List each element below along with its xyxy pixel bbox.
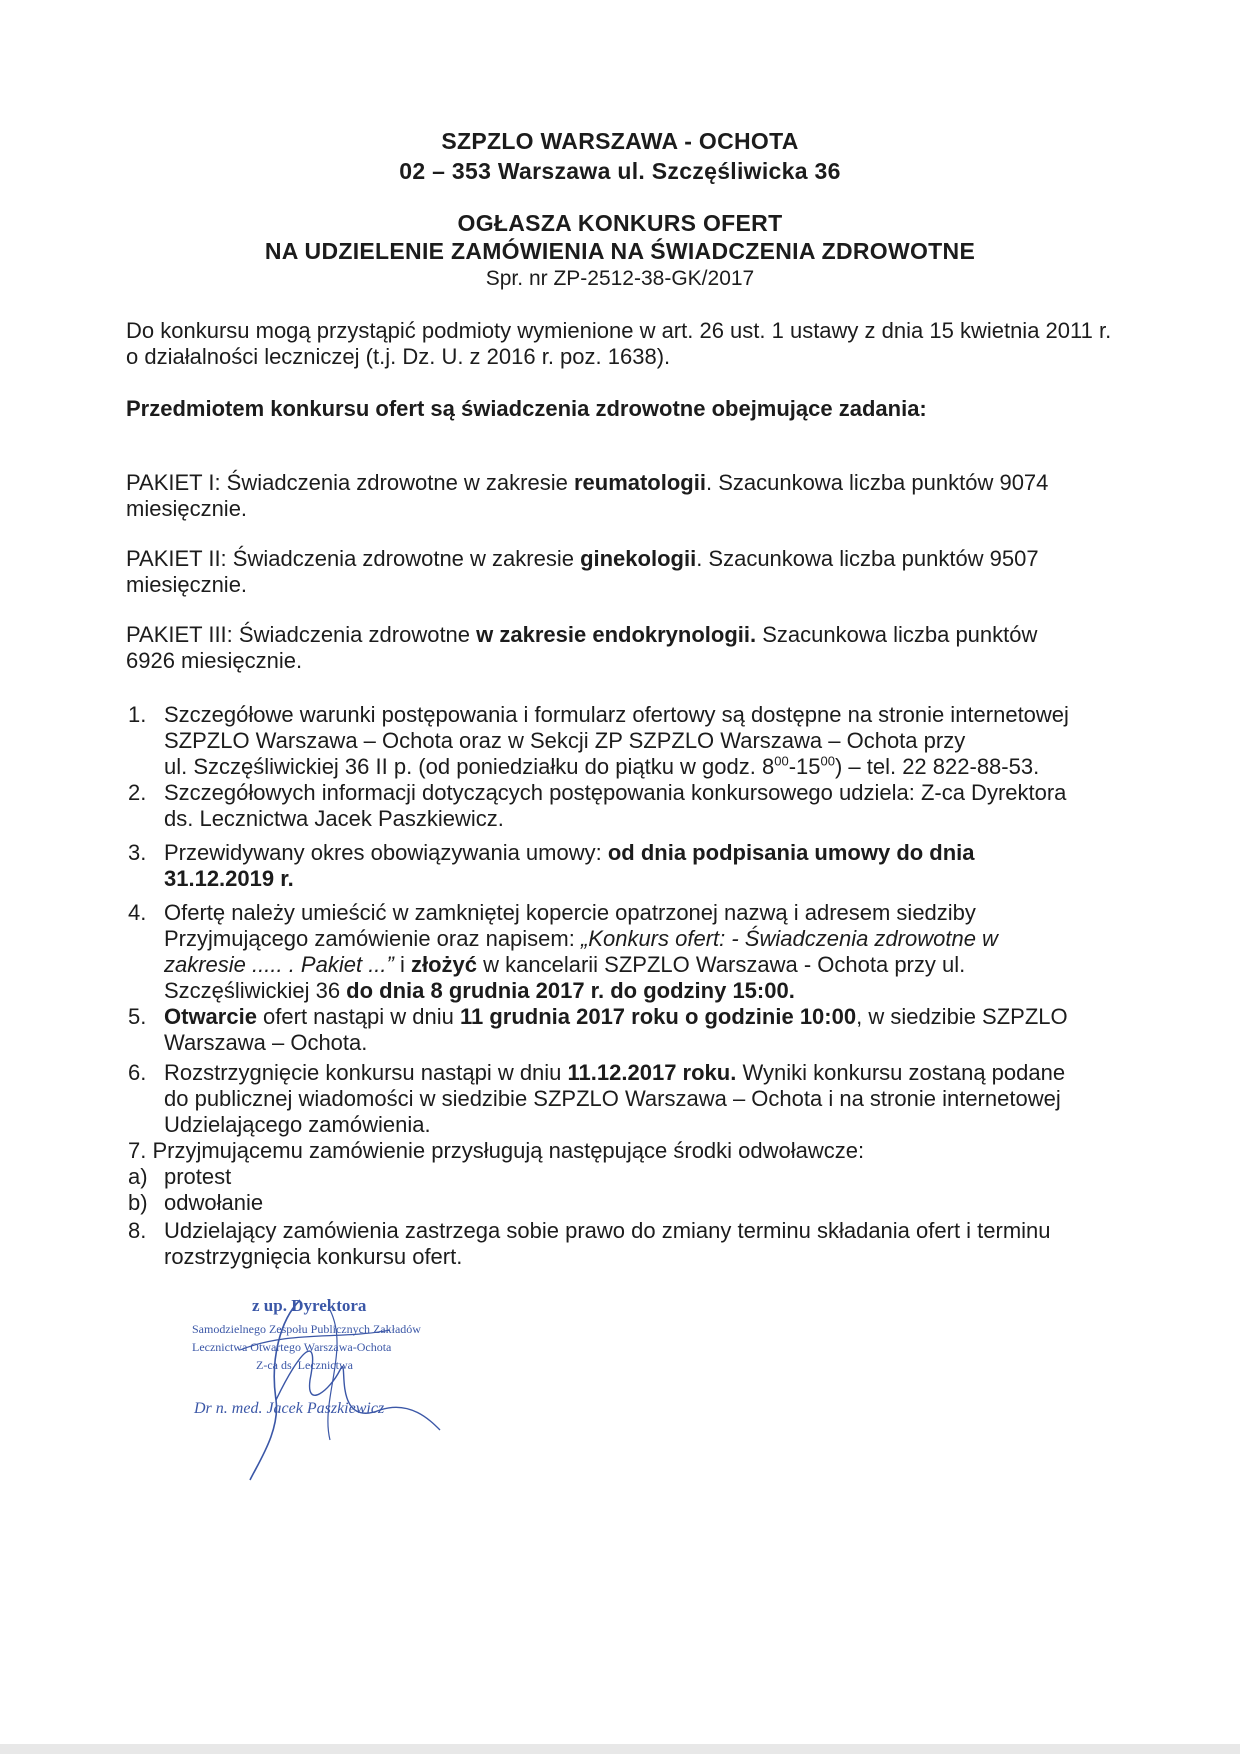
item-6-line-1 xyxy=(164,1060,1065,1086)
bold-text: 11 grudnia 2017 roku o godzinie 10:00 xyxy=(459,1004,857,1029)
text: ul. Szczęśliwickiej 36 II p. (od poniedziałku do piątku w godz. 8 xyxy=(164,754,775,779)
item-6-line-2: do publicznej wiadomości w siedzibie SZPZLO Warszawa – Ochota i na stronie internetowej xyxy=(164,1086,1061,1111)
item-8-number: 8. xyxy=(128,1218,147,1243)
package-points: . Szacunkowa liczba punktów 9507 xyxy=(696,546,1039,571)
package-1 xyxy=(126,470,1048,496)
text: Rozstrzygnięcie konkursu nastąpi w dniu xyxy=(164,1060,568,1085)
item-6-line-3: Udzielającego zamówienia. xyxy=(164,1112,431,1137)
item-6-number: 6. xyxy=(128,1060,147,1085)
stamp-line-3: Lecznictwa Otwartego Warszawa-Ochota xyxy=(192,1340,392,1354)
bold-text: Otwarcie xyxy=(164,1004,257,1029)
italic-text: „Konkurs ofert: - Świadczenia zdrowotne w xyxy=(580,926,998,951)
package-1-line-2: miesięcznie. xyxy=(126,496,248,521)
item-5-number: 5. xyxy=(128,1004,147,1029)
announcement-subtitle: NA UDZIELENIE ZAMÓWIENIA NA ŚWIADCZENIA ZDROWOTNE xyxy=(264,238,976,264)
item-5-line-2: Warszawa – Ochota. xyxy=(164,1030,368,1055)
package-2-line-2: miesięcznie. xyxy=(126,572,248,597)
item-4-number: 4. xyxy=(128,900,147,925)
superscript: 00 xyxy=(774,753,789,769)
item-4-line-2 xyxy=(164,926,998,952)
stamp-line-4: Z-ca ds. Lecznictwa xyxy=(256,1358,353,1372)
item-1-line-1: Szczegółowe warunki postępowania i formularz ofertowy są dostępne na stronie internetowej xyxy=(164,702,1069,727)
item-a-marker: a) xyxy=(128,1164,148,1189)
package-field: reumatologii xyxy=(573,470,706,495)
package-text: Świadczenia zdrowotne w zakresie xyxy=(220,470,574,495)
item-2-line-1: Szczegółowych informacji dotyczących postępowania konkursowego udziela: Z-ca Dyrektora xyxy=(164,780,1067,805)
item-3-line-2: 31.12.2019 r. xyxy=(164,866,294,891)
package-points: Szacunkowa liczba punktów xyxy=(756,622,1038,647)
superscript: 00 xyxy=(820,753,835,769)
text: ) – tel. 22 822-88-53. xyxy=(834,754,1040,779)
package-field: ginekologii xyxy=(580,546,697,571)
text: Przyjmującego zamówienie oraz napisem: xyxy=(164,926,581,951)
handwritten-signature xyxy=(180,1290,460,1490)
package-label: PAKIET II: xyxy=(126,546,227,571)
intro-line-1: Do konkursu mogą przystąpić podmioty wymienione w art. 26 ust. 1 ustawy z dnia 15 kwietnia 2011 r. xyxy=(126,318,1112,343)
scan-edge xyxy=(0,1744,1240,1754)
bold-text: od dnia podpisania umowy do dnia xyxy=(607,840,975,865)
text: Szczęśliwickiej 36 xyxy=(164,978,347,1003)
item-5-line-1 xyxy=(164,1004,1068,1030)
text: Przewidywany okres obowiązywania umowy: xyxy=(164,840,608,865)
package-2 xyxy=(126,546,1039,572)
package-text: Świadczenia zdrowotne xyxy=(232,622,477,647)
org-address: 02 – 353 Warszawa ul. Szczęśliwicka 36 xyxy=(399,158,841,184)
item-1-line-3 xyxy=(164,754,1039,780)
package-field: w zakresie endokrynologii. xyxy=(476,622,757,647)
italic-text: zakresie ..... . Pakiet ...” xyxy=(164,952,394,977)
package-label: PAKIET I: xyxy=(126,470,221,495)
reference-number: Spr. nr ZP-2512-38-GK/2017 xyxy=(485,267,755,290)
intro-line-2: o działalności leczniczej (t.j. Dz. U. z 2016 r. poz. 1638). xyxy=(126,344,671,369)
stamp-line-1: z up. Dyrektora xyxy=(252,1296,367,1315)
item-4-line-1: Ofertę należy umieścić w zamkniętej kopercie opatrzonej nazwą i adresem siedziby xyxy=(164,900,976,925)
item-4-line-4 xyxy=(164,978,795,1004)
item-8-line-2: rozstrzygnięcia konkursu ofert. xyxy=(164,1244,463,1269)
item-2-number: 2. xyxy=(128,780,147,805)
item-3-line-1 xyxy=(164,840,975,866)
text: ofert nastąpi w dniu xyxy=(256,1004,460,1029)
package-text: Świadczenia zdrowotne w zakresie xyxy=(226,546,581,571)
item-2-line-2: ds. Lecznictwa Jacek Paszkiewicz. xyxy=(164,806,504,831)
text: w kancelarii SZPZLO Warszawa - Ochota przy ul. xyxy=(477,952,966,977)
item-b-text: odwołanie xyxy=(164,1190,264,1215)
subject-heading: Przedmiotem konkursu ofert są świadczenia zdrowotne obejmujące zadania: xyxy=(126,396,927,421)
bold-text: 11.12.2017 roku. xyxy=(567,1060,737,1085)
text: i xyxy=(393,952,411,977)
item-4-line-3 xyxy=(164,952,965,978)
item-7: 7. Przyjmującemu zamówienie przysługują następujące środki odwoławcze: xyxy=(128,1138,865,1163)
bold-text: złożyć xyxy=(410,952,478,977)
text: , w siedzibie SZPZLO xyxy=(856,1004,1068,1029)
item-1-number: 1. xyxy=(128,702,147,727)
org-name: SZPZLO WARSZAWA - OCHOTA xyxy=(441,128,799,154)
item-8-line-1: Udzielający zamówienia zastrzega sobie prawo do zmiany terminu składania ofert i terminu xyxy=(164,1218,1051,1243)
item-3-number: 3. xyxy=(128,840,147,865)
announcement-title: OGŁASZA KONKURS OFERT xyxy=(457,210,783,236)
package-3 xyxy=(126,622,1037,648)
package-points: . Szacunkowa liczba punktów 9074 xyxy=(705,470,1049,495)
item-a-text: protest xyxy=(164,1164,232,1189)
item-b-marker: b) xyxy=(128,1190,148,1215)
item-1-line-2: SZPZLO Warszawa – Ochota oraz w Sekcji ZP SZPZLO Warszawa – Ochota przy xyxy=(164,728,966,753)
stamp-line-5: Dr n. med. Jacek Paszkiewicz xyxy=(194,1400,385,1417)
package-3-line-2: 6926 miesięcznie. xyxy=(126,648,303,673)
package-label: PAKIET III: xyxy=(126,622,233,647)
text: -15 xyxy=(788,754,821,779)
text: Wyniki konkursu zostaną podane xyxy=(736,1060,1066,1085)
bold-text: do dnia 8 grudnia 2017 r. do godziny 15:00. xyxy=(346,978,795,1003)
stamp-line-2: Samodzielnego Zespołu Publicznych Zakładów xyxy=(192,1322,421,1336)
